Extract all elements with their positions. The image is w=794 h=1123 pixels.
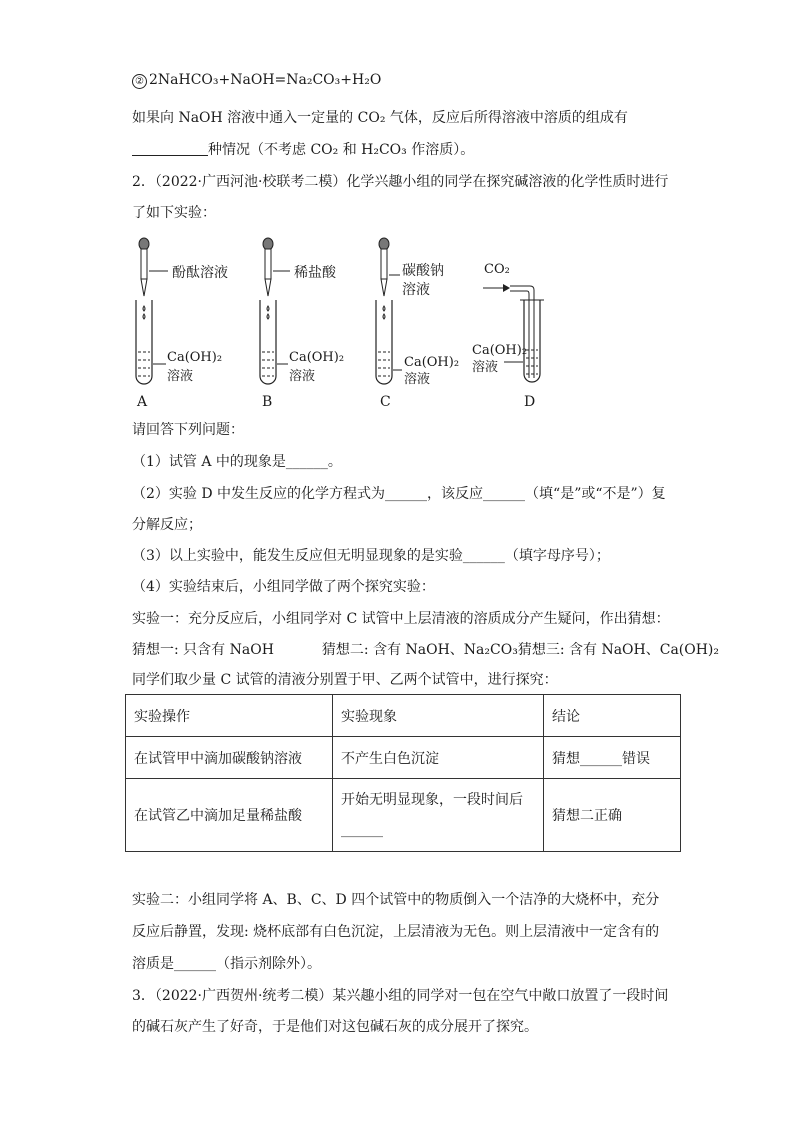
reagent-label-b: 稀盐酸	[294, 265, 336, 281]
table-cell-blank[interactable]: ______	[341, 822, 383, 838]
q2-exp1b: 同学们取少量 C 试管的清液分别置于甲、乙两个试管中，进行探究：	[132, 672, 558, 688]
table-header-cell: 实验操作	[126, 695, 333, 737]
table-row	[126, 779, 681, 852]
solution-label-c-2: 溶液	[404, 372, 431, 387]
tube-b-group	[260, 238, 344, 410]
q1-text-line2-content: 种情况（不考虑 CO₂ 和 H₂CO₃ 作溶质）。	[208, 142, 475, 158]
table-header-row	[126, 695, 681, 737]
q2-sub3: （3）以上实验中，能发生反应但无明显现象的是实验______（填字母序号）；	[132, 548, 610, 564]
solution-label-a-1: Ca(OH)₂	[167, 350, 223, 365]
table-cell: 不产生白色沉淀	[333, 737, 544, 779]
q3-header-cont: 的碱石灰产生了好奇，于是他们对这包碱石灰的成分展开了探究。	[132, 1019, 538, 1035]
chemical-equation: 2NaHCO₃+NaOH=Na₂CO₃+H₂O	[149, 72, 382, 88]
table-cell: 在试管甲中滴加碳酸钠溶液	[126, 737, 333, 779]
reagent-label-c-2: 溶液	[402, 282, 430, 298]
guess-3: 猜想三: 含有 NaOH、Ca(OH)₂	[517, 642, 720, 658]
table-cell: 猜想______错误	[544, 737, 681, 779]
solution-label-c-1: Ca(OH)₂	[404, 355, 460, 370]
q1-text-line1: 如果向 NaOH 溶液中通入一定量的 CO₂ 气体，反应后所得溶液中溶质的组成有	[132, 110, 628, 126]
table-header-cell: 结论	[544, 695, 681, 737]
solution-label-b-1: Ca(OH)₂	[289, 350, 345, 365]
experiment-table	[125, 694, 681, 852]
solution-label-d-1: Ca(OH)₂	[472, 343, 528, 358]
tube-c-group	[376, 238, 459, 410]
q2-sub2a: （2）实验 D 中发生反应的化学方程式为______，该反应______（填“是”或“不是”）复	[132, 486, 666, 502]
equation-line	[132, 70, 381, 90]
tube-label-d: D	[524, 394, 536, 410]
solution-label-b-2: 溶液	[289, 369, 316, 384]
q2-header: 2．（2022·广西河池·校联考二模）化学兴趣小组的同学在探究碱溶液的化学性质时进行	[132, 174, 669, 190]
q2-guess-line	[132, 640, 719, 660]
experiment-figure	[0, 230, 794, 430]
q2-exp2a: 实验二：小组同学将 A、B、C、D 四个试管中的物质倒入一个洁净的大烧杯中，充分	[132, 892, 660, 908]
tube-label-b: B	[262, 394, 273, 410]
reagent-label-a: 酚酞溶液	[172, 265, 228, 281]
solution-label-d-2: 溶液	[472, 360, 499, 375]
q3-header: 3．（2022·广西贺州·统考二模）某兴趣小组的同学对一包在空气中敞口放置了一段时间	[132, 988, 669, 1004]
q1-text-line2	[132, 140, 474, 160]
q2-prompt: 请回答下列问题：	[132, 422, 244, 438]
table-cell: 在试管乙中滴加足量稀盐酸	[126, 779, 333, 852]
circled-number: ②	[132, 74, 147, 89]
gas-label-d: CO₂	[484, 262, 510, 277]
q2-exp2c: 溶质是______（指示剂除外）。	[132, 956, 321, 972]
table-cell: 猜想二正确	[544, 779, 681, 852]
answer-blank[interactable]	[132, 141, 208, 156]
guess-1: 猜想一: 只含有 NaOH	[132, 642, 274, 658]
tube-a-group	[136, 238, 228, 410]
table-row	[126, 737, 681, 779]
q2-sub4: （4）实验结束后，小组同学做了两个探究实验：	[132, 579, 435, 595]
reagent-label-c-1: 碳酸钠	[402, 263, 444, 279]
q2-exp1: 实验一：充分反应后，小组同学对 C 试管中上层清液的溶质成分产生疑问，作出猜想：	[132, 611, 670, 627]
table-header-cell: 实验现象	[333, 695, 544, 737]
guess-2: 猜想二: 含有 NaOH、Na₂CO₃	[321, 642, 518, 658]
tube-label-a: A	[137, 394, 148, 410]
table-cell-text: 开始无明显现象，一段时间后	[341, 792, 523, 808]
tube-label-c: C	[380, 394, 391, 410]
tube-d-group	[472, 262, 544, 410]
table-cell-multiline	[333, 779, 544, 852]
q2-sub1: （1）试管 A 中的现象是______。	[132, 454, 342, 470]
solution-label-a-2: 溶液	[167, 369, 194, 384]
q2-sub2b: 分解反应；	[132, 517, 202, 533]
q2-header-cont: 了如下实验：	[132, 205, 216, 221]
q2-exp2b: 反应后静置，发现: 烧杯底部有白色沉淀，上层清液为无色。则上层清液中一定含有的	[132, 924, 660, 940]
